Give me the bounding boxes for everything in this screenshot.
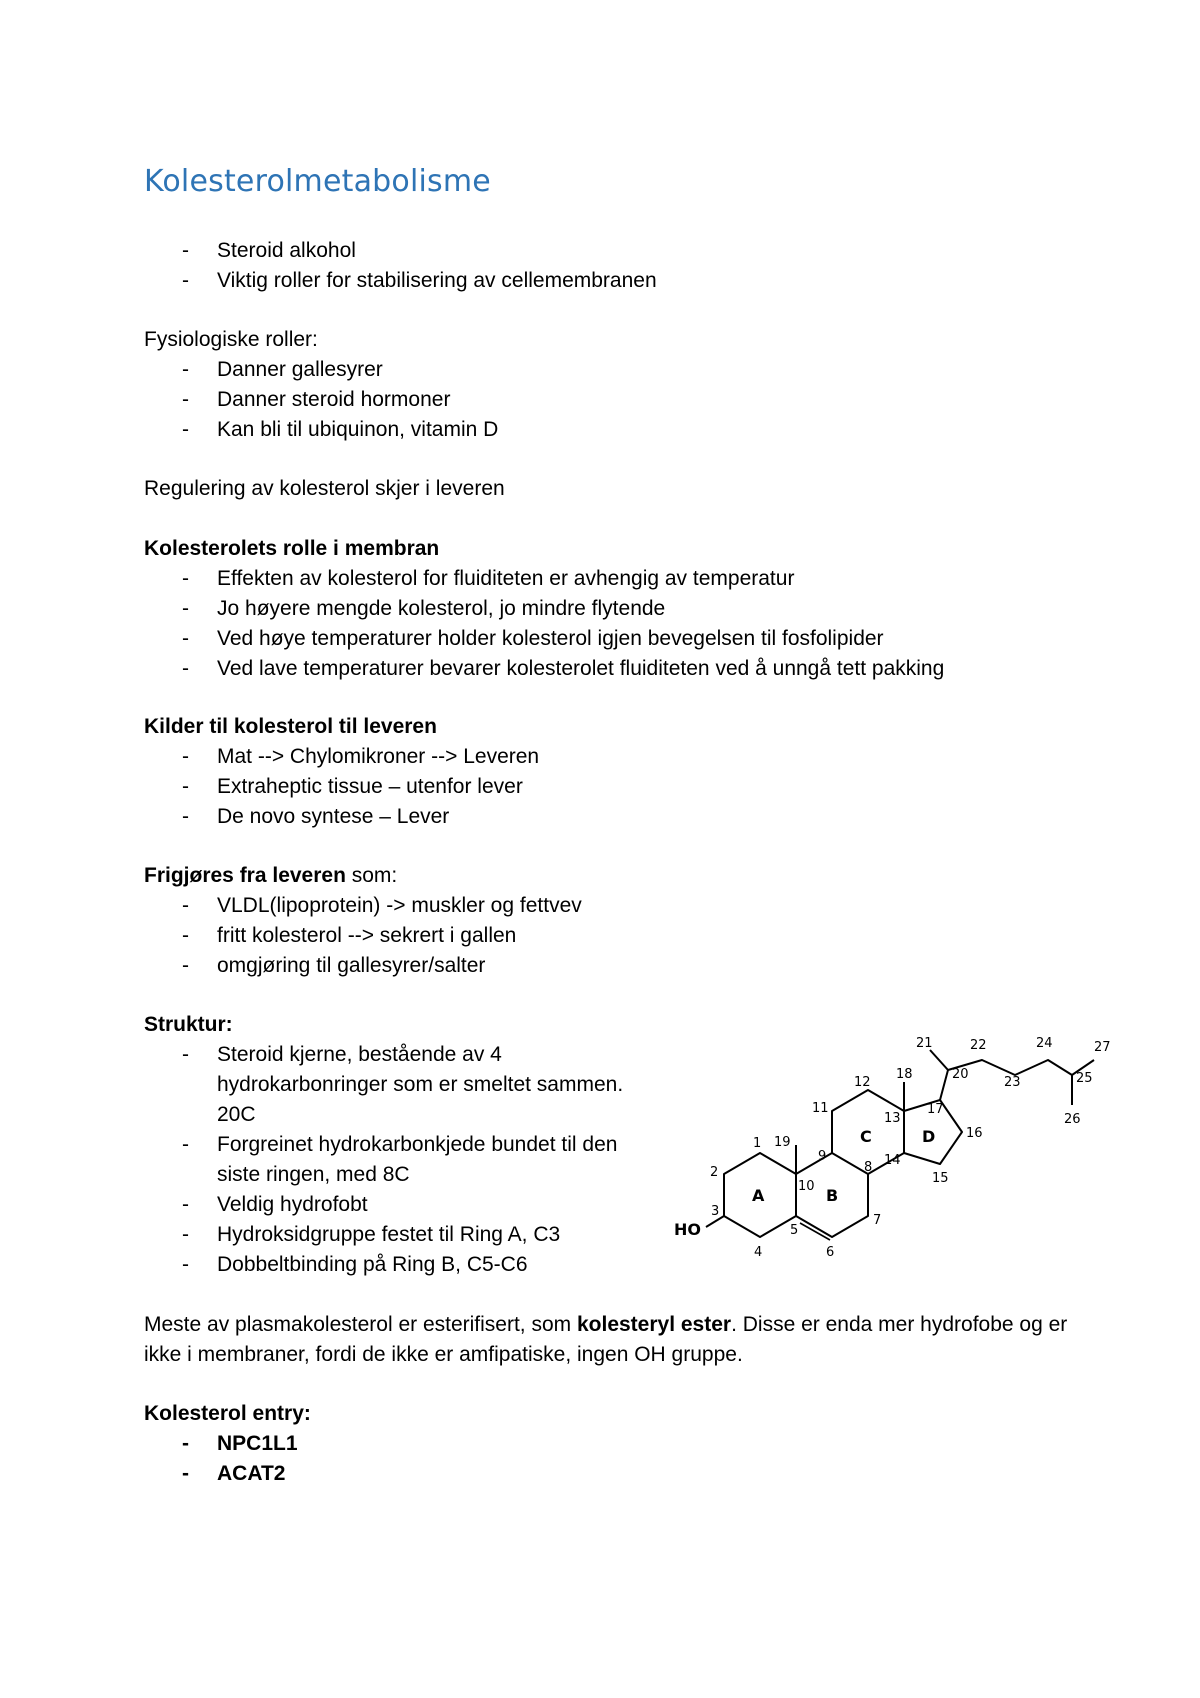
list-item: - Forgreinet hydrokarbonkjede bundet til den siste ringen, med 8C — [144, 1130, 649, 1190]
ring-label-c: C — [860, 1127, 872, 1146]
regulering-section — [144, 474, 505, 504]
list-item: - Viktig roller for stabilisering av cellemembranen — [144, 266, 657, 296]
carbon-number: 20 — [952, 1067, 969, 1082]
list-item: - Steroid kjerne, bestående av 4 hydrokarbonringer som er smeltet sammen. 20C — [144, 1040, 649, 1130]
list-item: - Jo høyere mengde kolesterol, jo mindre flytende — [144, 594, 944, 624]
carbon-number: 21 — [916, 1036, 933, 1051]
cholesterol-structure-diagram — [670, 1030, 1120, 1270]
carbon-number: 3 — [711, 1204, 720, 1219]
carbon-number: 16 — [966, 1126, 983, 1141]
carbon-number: 26 — [1064, 1112, 1081, 1127]
carbon-number: 19 — [774, 1135, 791, 1150]
ring-label-a: A — [752, 1186, 765, 1205]
carbon-number: 22 — [970, 1038, 987, 1053]
heading-bold-part: Frigjøres fra leveren — [144, 864, 346, 887]
ring-label-d: D — [922, 1127, 936, 1146]
list-item: - Kan bli til ubiquinon, vitamin D — [144, 415, 498, 445]
carbon-number: 11 — [812, 1101, 829, 1116]
carbon-number: 27 — [1094, 1040, 1111, 1055]
page-title: Kolesterolmetabolisme — [144, 164, 491, 199]
carbon-number: 1 — [753, 1136, 762, 1151]
list-item: - Danner gallesyrer — [144, 355, 498, 385]
list-item: - Danner steroid hormoner — [144, 385, 498, 415]
carbon-number: 2 — [710, 1165, 719, 1180]
heading-rest: som: — [345, 864, 398, 887]
ester-section — [144, 1310, 1074, 1370]
section-heading: Kolesterol entry: — [144, 1402, 311, 1425]
list-item: - Mat --> Chylomikroner --> Leveren — [144, 742, 539, 772]
entry-section — [144, 1399, 311, 1489]
carbon-number: 12 — [854, 1075, 871, 1090]
struktur-section — [144, 1010, 649, 1280]
list-item: - ACAT2 — [144, 1459, 311, 1489]
carbon-number: 4 — [754, 1245, 763, 1260]
carbon-number: 7 — [873, 1213, 882, 1228]
list-item: - Effekten av kolesterol for fluiditeten er avhengig av temperatur — [144, 564, 944, 594]
carbon-number: 23 — [1004, 1075, 1021, 1090]
paragraph-bold: kolesteryl ester — [576, 1313, 732, 1336]
carbon-number: 13 — [884, 1111, 901, 1126]
list-item: - NPC1L1 — [144, 1429, 311, 1459]
carbon-number: 25 — [1076, 1071, 1093, 1086]
list-item: - Ved lave temperaturer bevarer kolesterolet fluiditeten ved å unngå tett pakking — [144, 654, 944, 684]
carbon-number: 9 — [818, 1149, 827, 1164]
membran-section — [144, 534, 944, 684]
carbon-number: 15 — [932, 1171, 949, 1186]
carbon-number: 6 — [826, 1245, 835, 1260]
carbon-number: 24 — [1036, 1036, 1053, 1051]
section-heading — [144, 861, 582, 891]
section-heading: Kilder til kolesterol til leveren — [144, 715, 437, 738]
list-item: - De novo syntese – Lever — [144, 802, 539, 832]
carbon-number: 10 — [798, 1179, 815, 1194]
frigjores-section — [144, 861, 582, 981]
section-heading: Kolesterolets rolle i membran — [144, 537, 440, 560]
kilder-section — [144, 712, 539, 832]
hydroxyl-label: HO — [674, 1220, 701, 1239]
paragraph-text: . Disse er enda mer hydrofobe og er ikke i membraner, fordi de ikke er amfipatiske, ingen OH gruppe. — [144, 1313, 1068, 1366]
list-item: - Ved høye temperaturer holder kolesterol igjen bevegelsen til fosfolipider — [144, 624, 944, 654]
carbon-number: 8 — [864, 1160, 873, 1175]
section-heading: Struktur: — [144, 1013, 233, 1036]
carbon-number: 17 — [927, 1102, 944, 1117]
list-item: - Steroid alkohol — [144, 236, 657, 266]
list-item: - fritt kolesterol --> sekrert i gallen — [144, 921, 582, 951]
list-item: - Extraheptic tissue – utenfor lever — [144, 772, 539, 802]
list-item: - omgjøring til gallesyrer/salter — [144, 951, 582, 981]
paragraph — [144, 1310, 1074, 1370]
paragraph: Regulering av kolesterol skjer i leveren — [144, 477, 505, 500]
carbon-number: 14 — [884, 1153, 901, 1168]
section-heading: Fysiologiske roller: — [144, 328, 318, 351]
intro-section — [144, 236, 657, 296]
paragraph-text: Meste av plasmakolesterol er esterifisert, som — [144, 1313, 577, 1336]
list-item: - Dobbeltbinding på Ring B, C5-C6 — [144, 1250, 649, 1280]
list-item: - VLDL(lipoprotein) -> muskler og fettvev — [144, 891, 582, 921]
list-item: - Veldig hydrofobt — [144, 1190, 649, 1220]
ring-label-b: B — [826, 1186, 839, 1205]
carbon-number: 18 — [896, 1067, 913, 1082]
list-item: - Hydroksidgruppe festet til Ring A, C3 — [144, 1220, 649, 1250]
carbon-number: 5 — [790, 1223, 799, 1238]
fysiologiske-section — [144, 325, 498, 445]
